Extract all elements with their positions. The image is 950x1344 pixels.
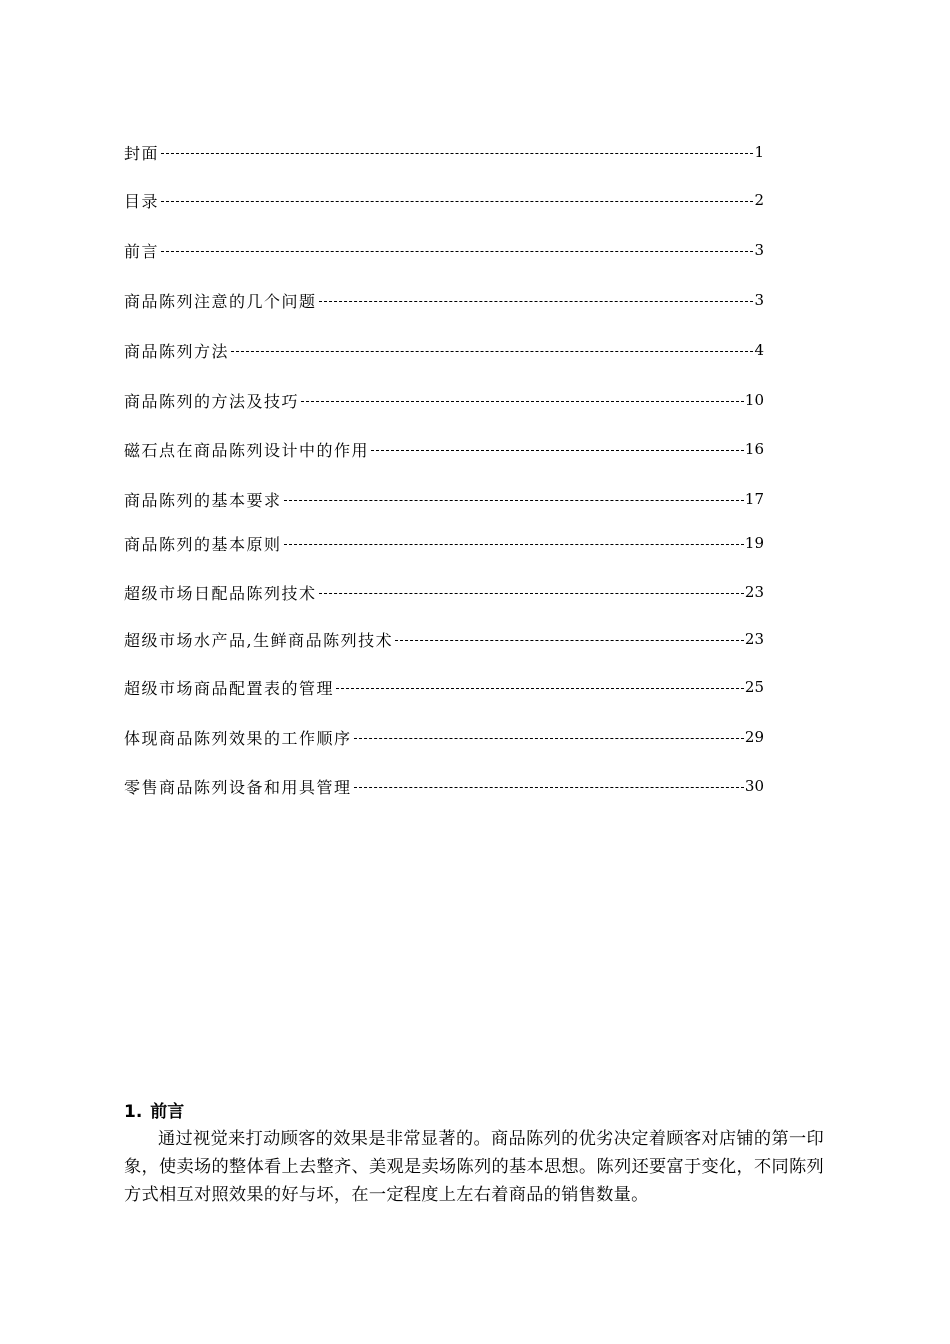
toc-entry-page: 16 — [744, 440, 764, 458]
toc-leader — [371, 450, 744, 451]
toc-leader — [354, 787, 744, 788]
toc-entry-title: 商品陈列的方法及技巧 — [124, 391, 300, 411]
toc-leader — [161, 201, 753, 202]
toc-entry-magnet-points[interactable] — [124, 437, 764, 461]
toc-entry-display-issues[interactable] — [124, 288, 764, 312]
toc-entry-title: 磁石点在商品陈列设计中的作用 — [124, 440, 370, 460]
section-paragraph: 通过视觉来打动顾客的效果是非常显著的。商品陈列的优劣决定着顾客对店铺的第一印象，使卖场的整体看上去整齐、美观是卖场陈列的基本思想。陈列还要富于变化，不同陈列方式相互对照效果的好与坏，在一定程度上左右着商品的销售数量。 — [124, 1129, 824, 1205]
toc-entry-page: 19 — [744, 534, 764, 552]
toc-leader — [354, 738, 744, 739]
toc-entry-preface[interactable] — [124, 238, 764, 262]
section-heading — [124, 1099, 824, 1125]
toc-entry-page: 3 — [754, 291, 764, 309]
preface-section — [124, 1099, 824, 1209]
toc-entry-title: 超级市场商品配置表的管理 — [124, 678, 335, 698]
toc-leader — [284, 544, 744, 545]
toc-leader — [319, 593, 744, 594]
toc-leader — [336, 688, 744, 689]
toc-entry-page: 10 — [744, 391, 764, 409]
section-title: 前言 — [150, 1102, 185, 1122]
toc-leader — [161, 153, 753, 154]
toc-entry-title: 商品陈列注意的几个问题 — [124, 291, 317, 311]
toc-leader — [284, 500, 744, 501]
toc-entry-daily-goods[interactable] — [124, 580, 764, 604]
toc-entry-title: 体现商品陈列效果的工作顺序 — [124, 728, 352, 748]
toc-entry-page: 2 — [754, 191, 764, 209]
toc-entry-title: 目录 — [124, 191, 160, 211]
toc-entry-title: 超级市场水产品,生鲜商品陈列技术 — [124, 630, 394, 650]
toc-entry-planogram[interactable] — [124, 675, 764, 699]
toc-entry-title: 商品陈列的基本要求 — [124, 490, 282, 510]
toc-entry-basic-principles[interactable] — [124, 531, 764, 555]
toc-entry-title: 零售商品陈列设备和用具管理 — [124, 777, 352, 797]
toc-leader — [395, 640, 744, 641]
toc-entry-page: 3 — [754, 241, 764, 259]
toc-entry-page: 23 — [744, 630, 764, 648]
toc-entry-display-methods[interactable] — [124, 338, 764, 362]
toc-entry-equipment[interactable] — [124, 774, 764, 798]
toc-leader — [231, 351, 753, 352]
toc-leader — [301, 401, 744, 402]
toc-entry-fresh-seafood[interactable] — [124, 627, 764, 651]
toc-entry-page: 30 — [744, 777, 764, 795]
toc-leader — [319, 301, 754, 302]
toc-entry-basic-requirements[interactable] — [124, 487, 764, 511]
toc-entry-title: 前言 — [124, 241, 160, 261]
toc-entry-title: 商品陈列的基本原则 — [124, 534, 282, 554]
toc-entry-page: 1 — [754, 143, 764, 161]
toc-entry-title: 商品陈列方法 — [124, 341, 230, 361]
toc-entry-title: 封面 — [124, 143, 160, 163]
toc-entry-contents[interactable] — [124, 188, 764, 212]
section-number: 1. — [124, 1102, 143, 1122]
toc-entry-work-order[interactable] — [124, 725, 764, 749]
toc-entry-cover[interactable] — [124, 140, 764, 164]
toc-entry-page: 17 — [744, 490, 764, 508]
toc-entry-page: 4 — [754, 341, 764, 359]
toc-entry-page: 23 — [744, 583, 764, 601]
toc-entry-methods-techniques[interactable] — [124, 388, 764, 412]
toc-entry-page: 29 — [744, 728, 764, 746]
toc-leader — [161, 251, 753, 252]
toc-entry-title: 超级市场日配品陈列技术 — [124, 583, 317, 603]
toc-entry-page: 25 — [744, 678, 764, 696]
